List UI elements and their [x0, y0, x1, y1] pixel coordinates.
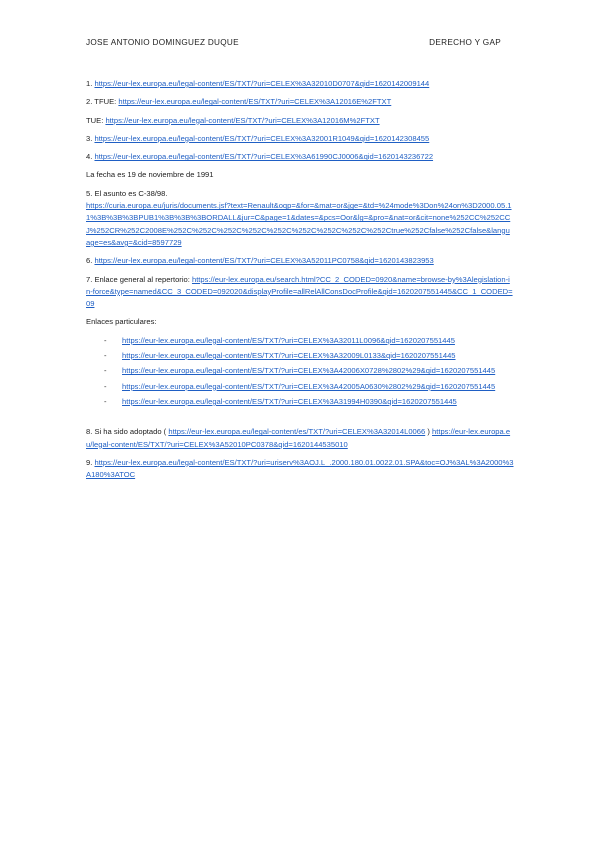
item-7 — [86, 274, 514, 311]
item-8-close-paren: ) — [427, 427, 430, 437]
item-6-number: 6. — [86, 256, 93, 266]
page-header — [86, 38, 501, 47]
list-dash: - — [104, 381, 107, 391]
enlaces-particulares-label: Enlaces particulares: — [86, 317, 157, 327]
list-dash: - — [104, 396, 107, 406]
item-4-link[interactable]: https://eur-lex.europa.eu/legal-content/ES/TXT/?uri=CELEX%3A61990CJ0006&qid=1620143236722 — [94, 152, 434, 162]
tue-link[interactable]: https://eur-lex.europa.eu/legal-content/ES/TXT/?uri=CELEX%3A12016M%2FTXT — [105, 115, 380, 125]
item-8 — [86, 426, 514, 451]
list-dash: - — [104, 351, 107, 361]
item-3 — [86, 133, 514, 145]
item-6 — [86, 255, 514, 267]
item-5 — [86, 188, 514, 249]
item-5-link[interactable]: https://curia.europa.eu/juris/documents.jsf?text=Renault&oqp=&for=&mat=or&jge=&td=%24mode%3Don%24on%3D2000.05.11%3B%3B%3BPUB1%3B%3B%3BORDALL&jur=C&page=1&dates=&pcs=Oor&lg=&pro=&nat=or&cit=none%252CC%252CCJ%252CR%252C2008E%252C%252C%252C%252C%252C%252C%252C%252C%252Ctrue%252Cfalse%252Cfalse&language=es&avg=&cid=8597729 — [86, 201, 512, 247]
fecha-text: La fecha es 19 de noviembre de 1991 — [86, 170, 214, 180]
item-2-link[interactable]: https://eur-lex.europa.eu/legal-content/ES/TXT/?uri=CELEX%3A12016E%2FTXT — [118, 97, 392, 107]
list-dash: - — [104, 335, 107, 345]
item-2-label: 2. TFUE: — [86, 97, 117, 107]
particular-link-4[interactable]: https://eur-lex.europa.eu/legal-content/ES/TXT/?uri=CELEX%3A42005A0630%2802%29&qid=1620207551445 — [122, 381, 496, 391]
item-9-number: 9. — [86, 457, 93, 467]
item-2 — [86, 96, 514, 108]
document-body — [86, 78, 514, 487]
item-6-link[interactable]: https://eur-lex.europa.eu/legal-content/ES/TXT/?uri=CELEX%3A52011PC0758&qid=1620143823953 — [94, 256, 434, 266]
item-3-link[interactable]: https://eur-lex.europa.eu/legal-content/ES/TXT/?uri=CELEX%3A32001R1049&qid=1620142308455 — [94, 133, 430, 143]
particular-link-2[interactable]: https://eur-lex.europa.eu/legal-content/ES/TXT/?uri=CELEX%3A32009L0133&qid=1620207551445 — [122, 351, 456, 361]
item-3-number: 3. — [86, 133, 93, 143]
item-7-label: 7. Enlace general al repertorio: — [86, 274, 190, 284]
particular-link-5[interactable]: https://eur-lex.europa.eu/legal-content/ES/TXT/?uri=CELEX%3A31994H0390&qid=1620207551445 — [122, 396, 457, 406]
item-4-number: 4. — [86, 152, 93, 162]
list-item — [104, 365, 514, 377]
list-item — [104, 381, 514, 393]
list-item — [104, 335, 514, 347]
item-5-text: 5. El asunto es C-38/98. — [86, 188, 168, 198]
list-item — [104, 350, 514, 362]
particular-link-1[interactable]: https://eur-lex.europa.eu/legal-content/ES/TXT/?uri=CELEX%3A32011L0096&qid=1620207551445 — [122, 335, 455, 345]
item-8-link-2[interactable]: https://eur-lex.europa.eu/legal-content/ES/TXT/?uri=CELEX%3A52010PC0378&qid=1620144535010 — [86, 427, 511, 449]
item-tue — [86, 115, 514, 127]
item-8-label: 8. Si ha sido adoptado ( — [86, 427, 167, 437]
item-9 — [86, 457, 514, 482]
subject-title: DERECHO Y GAP — [429, 38, 501, 47]
item-7-link[interactable]: https://eur-lex.europa.eu/search.html?CC_2_CODED=0920&name=browse-by%3Alegislation-in-force&type=named&CC_3_CODED=092020&displayProfile=allRelAllConsDocProfile&qid=1620207551445&CC_1_CODED=09 — [86, 274, 513, 309]
list-item — [104, 396, 514, 408]
author-name: JOSE ANTONIO DOMINGUEZ DUQUE — [86, 38, 239, 47]
item-1-number: 1. — [86, 79, 93, 88]
item-4 — [86, 151, 514, 163]
spacer — [86, 414, 514, 426]
list-dash: - — [104, 366, 107, 376]
item-1-link[interactable]: https://eur-lex.europa.eu/legal-content/ES/TXT/?uri=CELEX%3A32010D0707&qid=1620142009144 — [94, 79, 430, 88]
particular-link-3[interactable]: https://eur-lex.europa.eu/legal-content/ES/TXT/?uri=CELEX%3A42006X0728%2802%29&qid=1620207551445 — [122, 366, 496, 376]
item-8-link-1[interactable]: https://eur-lex.europa.eu/legal-content/es/TXT/?uri=CELEX%3A32014L0066 — [168, 427, 426, 437]
particular-links-list — [86, 335, 514, 408]
item-1 — [86, 78, 514, 90]
tue-label: TUE: — [86, 115, 104, 125]
item-9-link[interactable]: https://eur-lex.europa.eu/legal-content/ES/TXT/?uri=uriserv%3AOJ.L_.2000.180.01.0022.01.SPA&toc=OJ%3AL%3A2000%3A180%3ATOC — [86, 457, 514, 480]
